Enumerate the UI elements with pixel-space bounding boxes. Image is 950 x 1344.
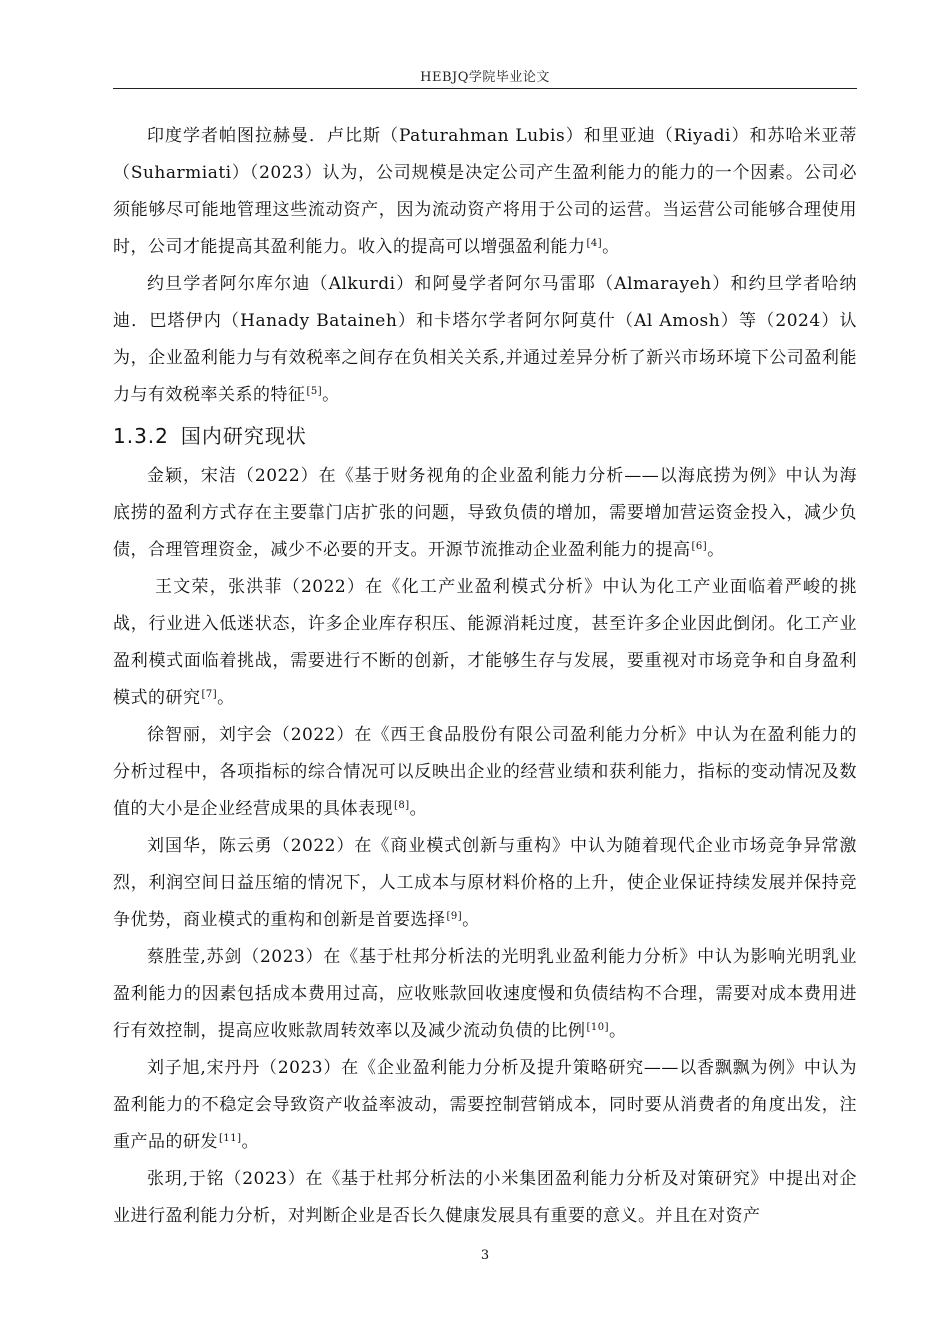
paragraph bbox=[113, 717, 857, 828]
paragraph-end: 。 bbox=[409, 799, 428, 819]
citation: [7] bbox=[201, 689, 218, 700]
paragraph bbox=[113, 118, 857, 266]
paragraph-end: 。 bbox=[707, 540, 725, 560]
paragraph-end: 。 bbox=[609, 1021, 627, 1041]
citation: [11] bbox=[219, 1133, 242, 1144]
paragraph-end: 。 bbox=[241, 1132, 260, 1152]
paragraph bbox=[113, 828, 857, 939]
citation: [5] bbox=[306, 386, 323, 397]
paragraph bbox=[113, 569, 857, 717]
page-body bbox=[113, 118, 857, 1235]
header-rule bbox=[113, 88, 857, 89]
section-title: 国内研究现状 bbox=[180, 424, 307, 448]
citation: [4] bbox=[586, 238, 603, 249]
paragraph-end: 。 bbox=[217, 688, 235, 708]
paragraph bbox=[113, 1050, 857, 1161]
paragraph-text: 印度学者帕图拉赫曼．卢比斯（Paturahman Lubis）和里亚迪（Riyadi）和苏哈米亚蒂（Suharmiati）（2023）认为，公司规模是决定公司产生盈利能力的能力的一个因素。公司必须能够尽可能地管理这些流动资产，因为流动资产将用于公司的运营。当运营公司能够合理使用时，公司才能提高其盈利能力。收入的提高可以增强盈利能力 bbox=[113, 126, 857, 257]
paragraph bbox=[113, 1161, 857, 1235]
citation: [8] bbox=[394, 800, 410, 811]
paragraph-end: 。 bbox=[602, 237, 620, 257]
citation: [6] bbox=[691, 541, 708, 552]
paragraph bbox=[113, 458, 857, 569]
paragraph-end: 。 bbox=[322, 385, 340, 405]
paragraph-text: 张玥,于铭（2023）在《基于杜邦分析法的小米集团盈利能力分析及对策研究》中提出对企业进行盈利能力分析，对判断企业是否长久健康发展具有重要的意义。并且在对资产 bbox=[113, 1169, 857, 1226]
running-header: HEBJQ学院毕业论文 bbox=[420, 70, 550, 85]
paragraph-text: 蔡胜莹,苏剑（2023）在《基于杜邦分析法的光明乳业盈利能力分析》中认为影响光明乳业盈利能力的因素包括成本费用过高，应收账款回收速度慢和负债结构不合理，需要对成本费用进行有效控制，提高应收账款周转效率以及减少流动负债的比例 bbox=[113, 947, 857, 1041]
section-number: 1.3.2 bbox=[113, 424, 169, 448]
page-number: 3 bbox=[480, 1248, 490, 1263]
paragraph bbox=[113, 266, 857, 414]
paragraph-text: 王文荣，张洪菲（2022）在《化工产业盈利模式分析》中认为化工产业面临着严峻的挑战，行业进入低迷状态，许多企业库存积压、能源消耗过度，甚至许多企业因此倒闭。化工产业盈利模式面临着挑战，需要进行不断的创新，才能够生存与发展，要重视对市场竞争和自身盈利模式的研究 bbox=[113, 577, 857, 708]
section-heading bbox=[113, 414, 857, 458]
paragraph-end: 。 bbox=[462, 910, 480, 930]
paragraph-text: 刘子旭,宋丹丹（2023）在《企业盈利能力分析及提升策略研究——以香飘飘为例》中认为盈利能力的不稳定会导致资产收益率波动，需要控制营销成本，同时要从消费者的角度出发，注重产品的研发 bbox=[113, 1058, 857, 1152]
citation: [9] bbox=[446, 911, 463, 922]
paragraph-text: 刘国华，陈云勇（2022）在《商业模式创新与重构》中认为随着现代企业市场竞争异常激烈，利润空间日益压缩的情况下，人工成本与原材料价格的上升，使企业保证持续发展并保持竞争优势，商业模式的重构和创新是首要选择 bbox=[113, 836, 857, 930]
citation: [10] bbox=[586, 1022, 610, 1033]
paragraph bbox=[113, 939, 857, 1050]
paragraph-text: 约旦学者阿尔库尔迪（Alkurdi）和阿曼学者阿尔马雷耶（Almarayeh）和约旦学者哈纳迪．巴塔伊内（Hanady Bataineh）和卡塔尔学者阿尔阿莫什（Al Amosh）等（2024）认为，企业盈利能力与有效税率之间存在负相关关系,并通过差异分析了新兴市场环境下公司盈利能力与有效税率关系的特征 bbox=[113, 274, 857, 405]
paragraph-text: 徐智丽，刘宇会（2022）在《西王食品股份有限公司盈利能力分析》中认为在盈利能力的分析过程中，各项指标的综合情况可以反映出企业的经营业绩和获利能力，指标的变动情况及数值的大小是企业经营成果的具体表现 bbox=[113, 725, 857, 819]
paragraph-text: 金颖，宋洁（2022）在《基于财务视角的企业盈利能力分析——以海底捞为例》中认为海底捞的盈利方式存在主要靠门店扩张的问题，导致负债的增加，需要增加营运资金投入，减少负债，合理管理资金，减少不必要的开支。开源节流推动企业盈利能力的提高 bbox=[113, 466, 857, 560]
